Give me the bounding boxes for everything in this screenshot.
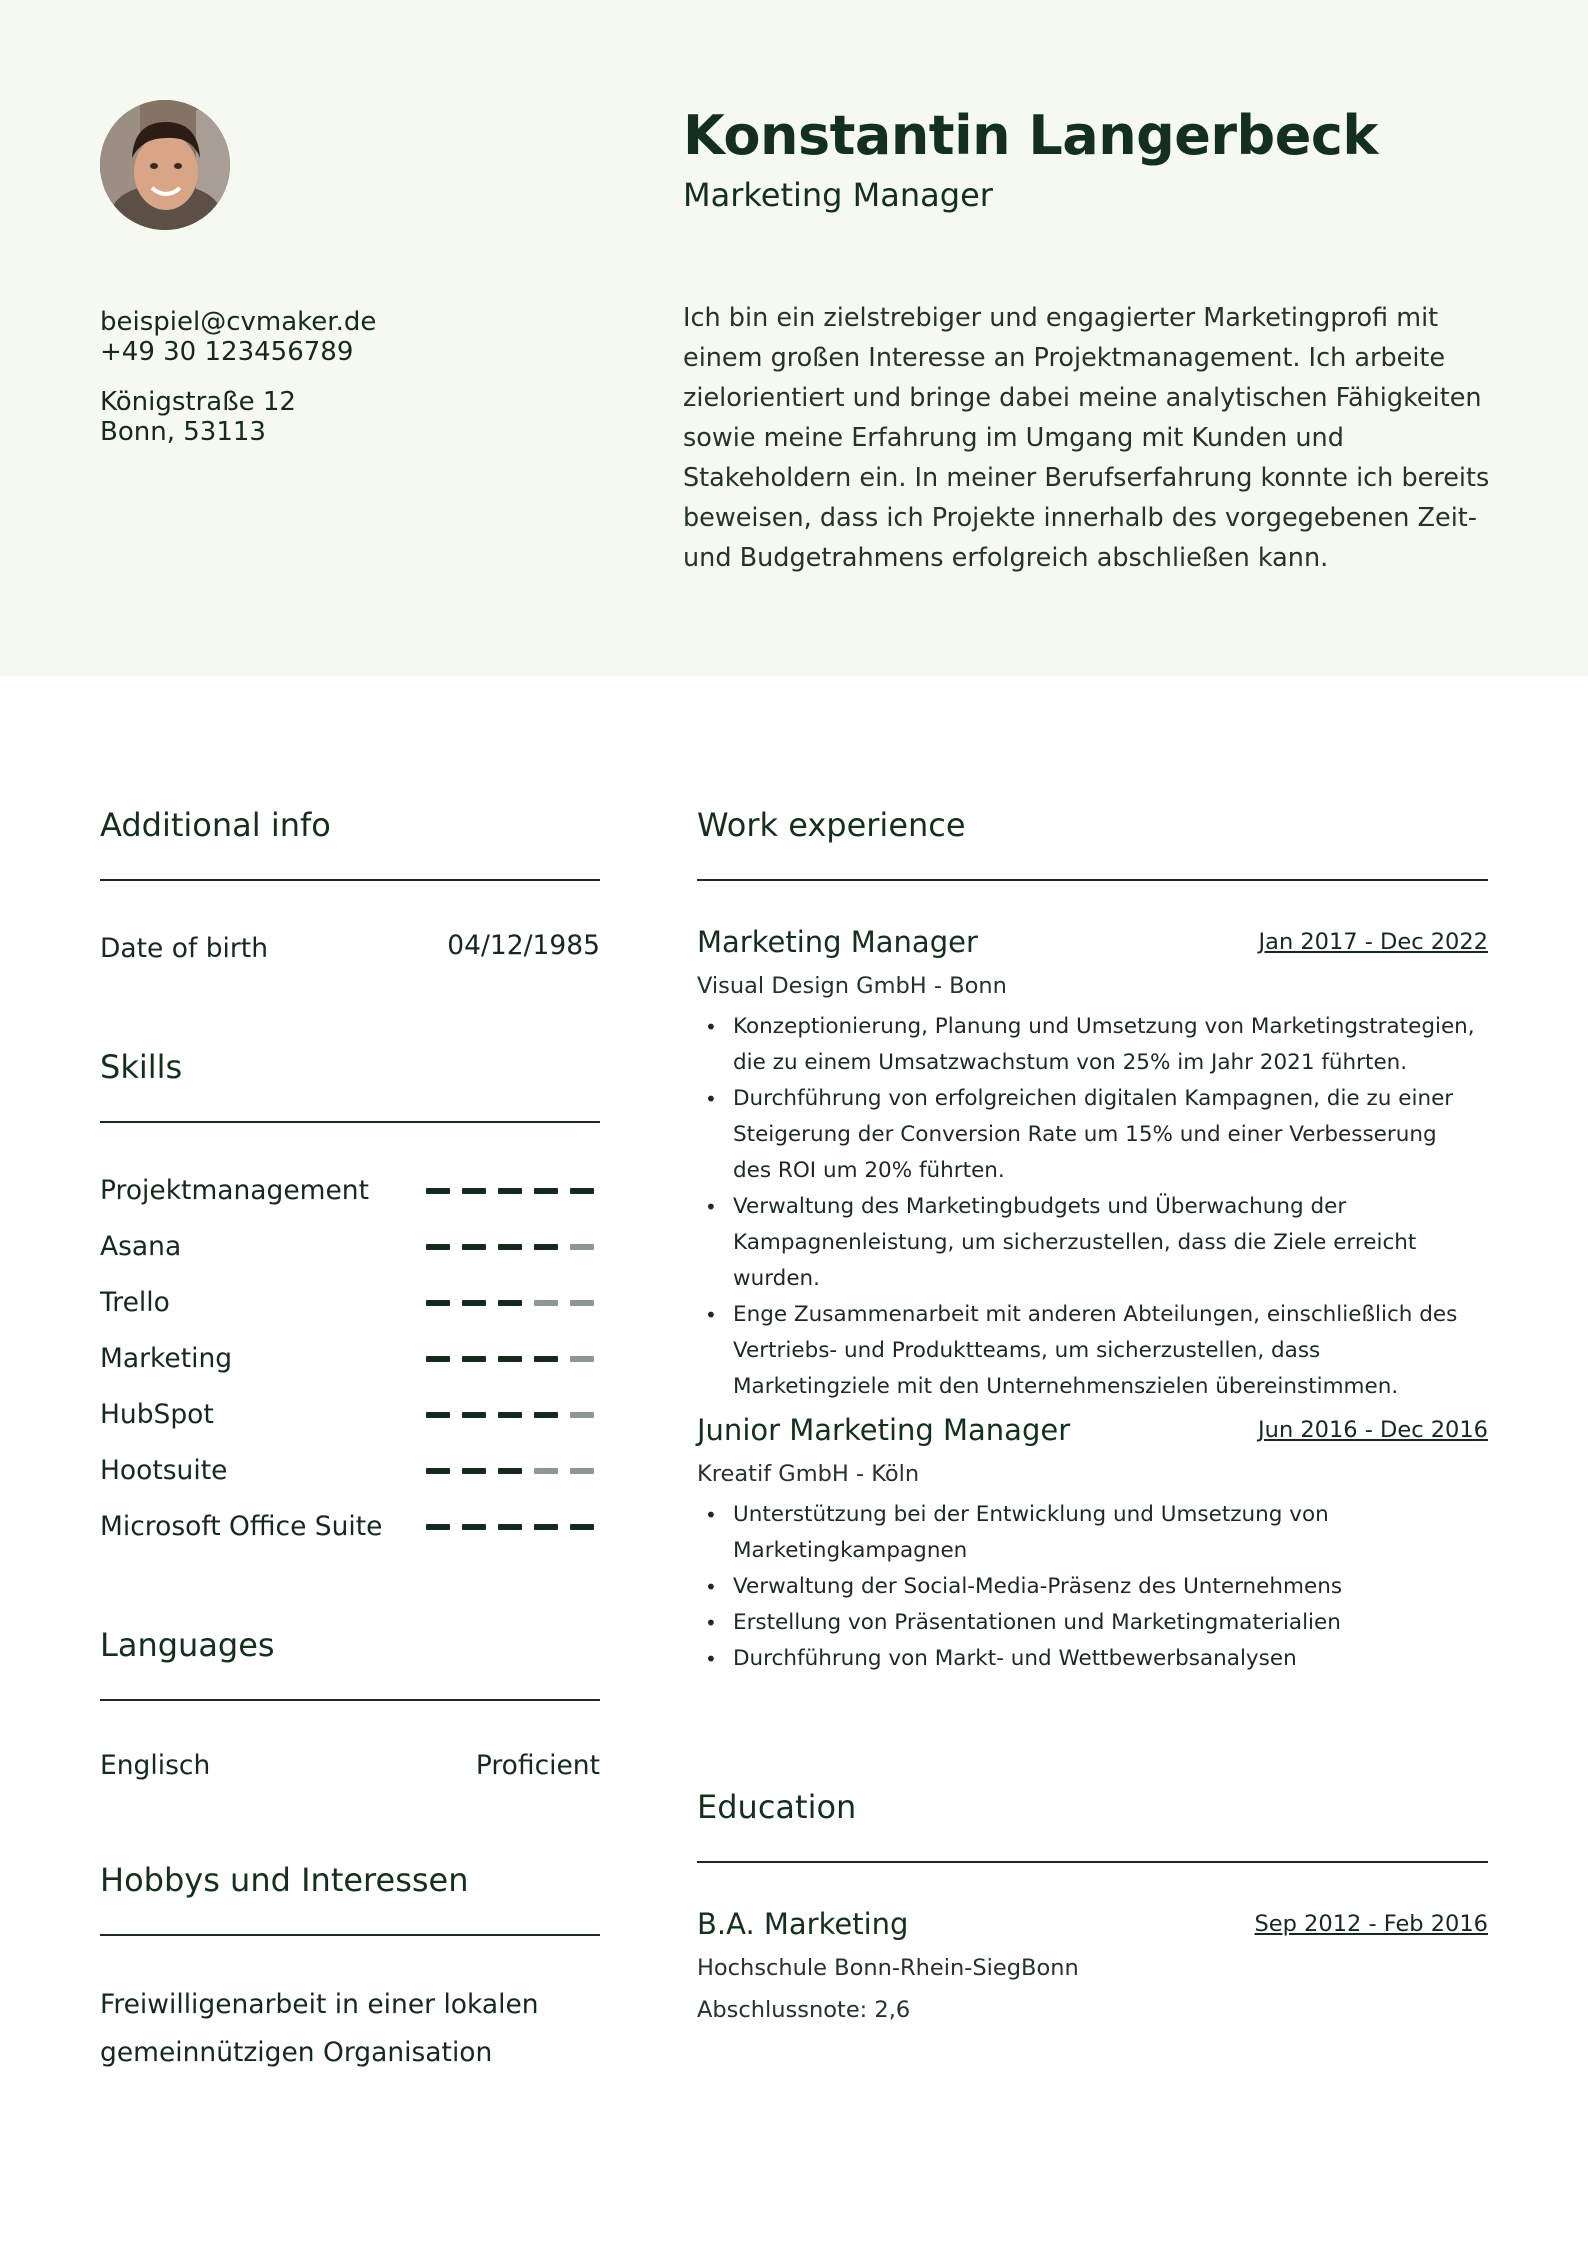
skill-level-dash xyxy=(570,1468,594,1474)
list-item: • Durchführung von erfolgreichen digitalen Kampagnen, die zu einer Steigerung der Conversion Rate um 15% und einer Verbesserung des ROI um 20% führten. xyxy=(697,1081,1477,1189)
skill-level-dash xyxy=(462,1356,486,1362)
job-title: Marketing Manager xyxy=(697,925,978,959)
job-dates: Jan 2017 - Dec 2022 xyxy=(1258,929,1488,955)
skill-name: Trello xyxy=(100,1287,170,1318)
final-grade: Abschlussnote: 2,6 xyxy=(697,1997,911,2023)
divider xyxy=(100,1699,600,1701)
skill-level-dash xyxy=(498,1244,522,1250)
skill-level-dash xyxy=(570,1244,594,1250)
skill-level-dash xyxy=(426,1356,450,1362)
candidate-name: Konstantin Langerbeck xyxy=(683,104,1378,167)
divider xyxy=(697,1861,1488,1863)
skill-rating xyxy=(426,1300,596,1306)
skill-level-dash xyxy=(426,1244,450,1250)
skill-level-dash xyxy=(462,1244,486,1250)
hobbies-heading: Hobbys und Interessen xyxy=(100,1861,469,1899)
skill-level-dash xyxy=(498,1468,522,1474)
skill-name: Marketing xyxy=(100,1343,233,1374)
job-company: Visual Design GmbH - Bonn xyxy=(697,973,1007,999)
job-title: Junior Marketing Manager xyxy=(697,1413,1071,1447)
skill-name: Projektmanagement xyxy=(100,1175,369,1206)
hobbies-text: Freiwilligenarbeit in einer lokalen gemeinnützigen Organisation xyxy=(100,1989,539,2068)
skill-name: Hootsuite xyxy=(100,1455,228,1486)
job-responsibilities xyxy=(697,1497,1477,1677)
skill-level-dash xyxy=(426,1188,450,1194)
skill-rating xyxy=(426,1468,596,1474)
city: Bonn, 53113 xyxy=(100,417,266,447)
list-item: • Verwaltung der Social-Media-Präsenz des Unternehmens xyxy=(697,1569,1477,1605)
skill-level-dash xyxy=(534,1412,558,1418)
skill-level-dash xyxy=(534,1468,558,1474)
skill-name: Asana xyxy=(100,1231,182,1262)
school-name: Hochschule Bonn-Rhein-SiegBonn xyxy=(697,1955,1079,1981)
profile-summary: Ich bin ein zielstrebiger und engagierter Marketingprofi mit einem großen Interesse an Projektmanagement. Ich arbeite zielorientiert und bringe dabei meine analytischen Fähigkeiten sowie meine Erfahrung im Umgang mit Kunden und Stakeholdern ein. In meiner Berufserfahrung konnte ich bereits beweisen, dass ich Projekte innerhalb des vorgegebenen Zeit- und Budgetrahmens erfolgreich abschließen kann. xyxy=(683,303,1490,573)
education-dates: Sep 2012 - Feb 2016 xyxy=(1254,1911,1488,1937)
skill-level-dash xyxy=(426,1300,450,1306)
phone: +49 30 123456789 xyxy=(100,337,354,367)
skill-level-dash xyxy=(462,1524,486,1530)
language-name: Englisch xyxy=(100,1750,211,1781)
skill-name: Microsoft Office Suite xyxy=(100,1511,383,1542)
education-heading: Education xyxy=(697,1788,857,1826)
avatar xyxy=(100,100,230,230)
street: Königstraße 12 xyxy=(100,387,296,417)
dob-value: 04/12/1985 xyxy=(447,930,600,961)
skill-level-dash xyxy=(462,1188,486,1194)
skill-level-dash xyxy=(462,1468,486,1474)
skill-level-dash xyxy=(570,1412,594,1418)
skill-level-dash xyxy=(570,1356,594,1362)
list-item: • Konzeptionierung, Planung und Umsetzung von Marketingstrategien, die zu einem Umsatzwachstum von 25% im Jahr 2021 führten. xyxy=(697,1009,1477,1081)
skill-level-dash xyxy=(426,1524,450,1530)
skill-name: HubSpot xyxy=(100,1399,214,1430)
skills-heading: Skills xyxy=(100,1048,183,1086)
skill-level-dash xyxy=(570,1300,594,1306)
skill-rating xyxy=(426,1524,596,1530)
skill-level-dash xyxy=(426,1412,450,1418)
skill-level-dash xyxy=(462,1412,486,1418)
skill-level-dash xyxy=(534,1524,558,1530)
portrait-photo xyxy=(100,100,230,230)
skill-level-dash xyxy=(498,1356,522,1362)
skill-level-dash xyxy=(426,1468,450,1474)
skill-rating xyxy=(426,1244,596,1250)
skill-level-dash xyxy=(534,1300,558,1306)
skill-level-dash xyxy=(534,1244,558,1250)
skill-level-dash xyxy=(570,1524,594,1530)
skill-level-dash xyxy=(498,1300,522,1306)
divider xyxy=(100,1121,600,1123)
divider xyxy=(100,879,600,881)
skill-level-dash xyxy=(498,1524,522,1530)
language-level: Proficient xyxy=(475,1750,600,1781)
skill-level-dash xyxy=(534,1188,558,1194)
skill-rating xyxy=(426,1412,596,1418)
job-responsibilities xyxy=(697,1009,1477,1405)
job-dates: Jun 2016 - Dec 2016 xyxy=(1258,1417,1488,1443)
skill-rating xyxy=(426,1356,596,1362)
job-company: Kreatif GmbH - Köln xyxy=(697,1461,920,1487)
divider xyxy=(697,879,1488,881)
additional-info-heading: Additional info xyxy=(100,806,331,844)
list-item: • Enge Zusammenarbeit mit anderen Abteilungen, einschließlich des Vertriebs- und Produktteams, um sicherzustellen, dass Marketingziele mit den Unternehmenszielen übereinstimmen. xyxy=(697,1297,1477,1405)
skill-level-dash xyxy=(462,1300,486,1306)
dob-label: Date of birth xyxy=(100,933,268,964)
list-item: • Unterstützung bei der Entwicklung und Umsetzung von Marketingkampagnen xyxy=(697,1497,1477,1569)
list-item: • Verwaltung des Marketingbudgets und Überwachung der Kampagnenleistung, um sicherzustellen, dass die Ziele erreicht wurden. xyxy=(697,1189,1477,1297)
candidate-title: Marketing Manager xyxy=(683,176,993,214)
skill-level-dash xyxy=(570,1188,594,1194)
email: beispiel@cvmaker.de xyxy=(100,307,377,337)
divider xyxy=(100,1934,600,1936)
list-item: • Durchführung von Markt- und Wettbewerbsanalysen xyxy=(697,1641,1477,1677)
skill-level-dash xyxy=(498,1188,522,1194)
skill-level-dash xyxy=(498,1412,522,1418)
skill-rating xyxy=(426,1188,596,1194)
list-item: • Erstellung von Präsentationen und Marketingmaterialien xyxy=(697,1605,1477,1641)
languages-heading: Languages xyxy=(100,1626,275,1664)
degree-title: B.A. Marketing xyxy=(697,1907,909,1941)
work-experience-heading: Work experience xyxy=(697,806,966,844)
skill-level-dash xyxy=(534,1356,558,1362)
